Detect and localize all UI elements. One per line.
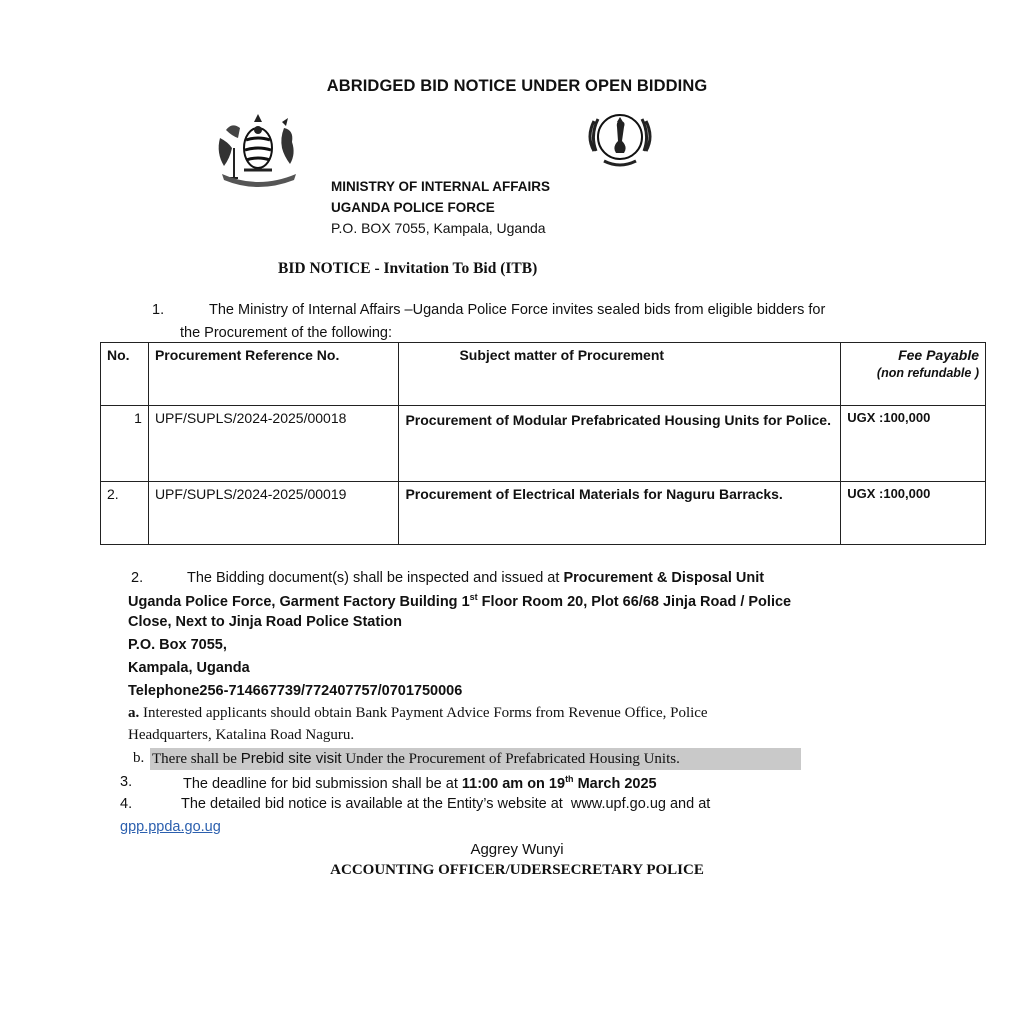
row-subject: Procurement of Electrical Materials for Naguru Barracks. — [399, 482, 841, 545]
section-2-location-line2 — [128, 592, 791, 610]
section-2-po-box: P.O. Box 7055, — [128, 637, 227, 653]
section-1-number: 1. — [152, 302, 165, 318]
postal-address: P.O. BOX 7055, Kampala, Uganda — [331, 220, 546, 236]
prebid-intro: There shall be — [152, 751, 237, 767]
gpp-portal-link[interactable]: gpp.ppda.go.ug — [120, 819, 221, 835]
section-2b-text — [152, 750, 680, 768]
row-no: 2. — [101, 482, 149, 545]
itb-heading: BID NOTICE - Invitation To Bid (ITB) — [278, 260, 538, 277]
row-subject: Procurement of Modular Prefabricated Housing Units for Police. — [399, 406, 841, 482]
section-3-number: 3. — [120, 774, 133, 790]
row-reference: UPF/SUPLS/2024-2025/00019 — [148, 482, 399, 545]
row-no: 1 — [101, 406, 149, 482]
table-row — [101, 482, 986, 545]
prebid-subject: Under the Procurement of Prefabricated Housing Units. — [345, 751, 680, 767]
header-fee-label: Fee Payable — [898, 347, 979, 363]
prebid-site-visit: Prebid site visit — [240, 750, 342, 767]
police-force-crest-icon — [584, 107, 656, 169]
header-no: No. — [101, 343, 149, 406]
table-header-row — [101, 343, 986, 406]
section-2-city: Kampala, Uganda — [128, 660, 250, 676]
section-4-text: The detailed bid notice is available at the Entity’s website at www.upf.go.ug and at — [181, 796, 711, 812]
table-row — [101, 406, 986, 482]
procurement-table — [100, 342, 986, 545]
section-2a-line2: Headquarters, Katalina Road Naguru. — [128, 727, 355, 743]
section-2-location-line3: Close, Next to Jinja Road Police Station — [128, 614, 402, 630]
section-2b-label: b. — [133, 750, 145, 766]
section-2a-line1 — [128, 705, 708, 722]
location-road: Floor Room 20, Plot 66/68 Jinja Road / Police — [477, 593, 792, 610]
section-2-number: 2. — [131, 570, 144, 586]
section-2-location-unit: Procurement & Disposal Unit — [563, 570, 765, 586]
row-fee: UGX :100,000 — [841, 406, 986, 482]
section-2a-label: a. — [128, 705, 140, 721]
row-fee: UGX :100,000 — [841, 482, 986, 545]
section-2-text — [187, 570, 764, 586]
police-force-name: UGANDA POLICE FORCE — [331, 200, 495, 215]
header-fee — [841, 343, 986, 406]
section-3-text — [183, 774, 657, 792]
signatory-name: Aggrey Wunyi — [470, 841, 564, 858]
uganda-coat-of-arms-icon — [210, 108, 306, 190]
section-2-intro: The Bidding document(s) shall be inspected and issued at — [187, 570, 560, 586]
header-reference: Procurement Reference No. — [148, 343, 399, 406]
row-reference: UPF/SUPLS/2024-2025/00018 — [148, 406, 399, 482]
section-2a-text: Interested applicants should obtain Bank Payment Advice Forms from Revenue Office, Police — [143, 705, 708, 721]
deadline-day-suffix: th — [565, 774, 574, 784]
section-2-telephone: Telephone256-714667739/772407757/0701750006 — [128, 683, 463, 699]
section-1-text-line1: The Ministry of Internal Affairs –Uganda Police Force invites sealed bids from eligible bidders for — [209, 302, 826, 318]
section-4-number: 4. — [120, 796, 133, 812]
deadline-date: March 2025 — [577, 775, 657, 792]
location-building: Uganda Police Force, Garment Factory Building 1 — [128, 593, 470, 610]
ministry-name: MINISTRY OF INTERNAL AFFAIRS — [331, 179, 551, 194]
deadline-intro: The deadline for bid submission shall be at — [183, 775, 458, 792]
header-subject: Subject matter of Procurement — [399, 343, 841, 406]
notice-title: ABRIDGED BID NOTICE UNDER OPEN BIDDING — [326, 77, 708, 95]
deadline-time: 11:00 am on 19 — [461, 775, 566, 792]
section-1-text-line2: the Procurement of the following: — [180, 325, 392, 341]
header-fee-note: (non refundable ) — [876, 366, 979, 380]
location-floor-suffix: st — [469, 592, 478, 602]
signatory-title: ACCOUNTING OFFICER/UDERSECRETARY POLICE — [330, 862, 704, 878]
